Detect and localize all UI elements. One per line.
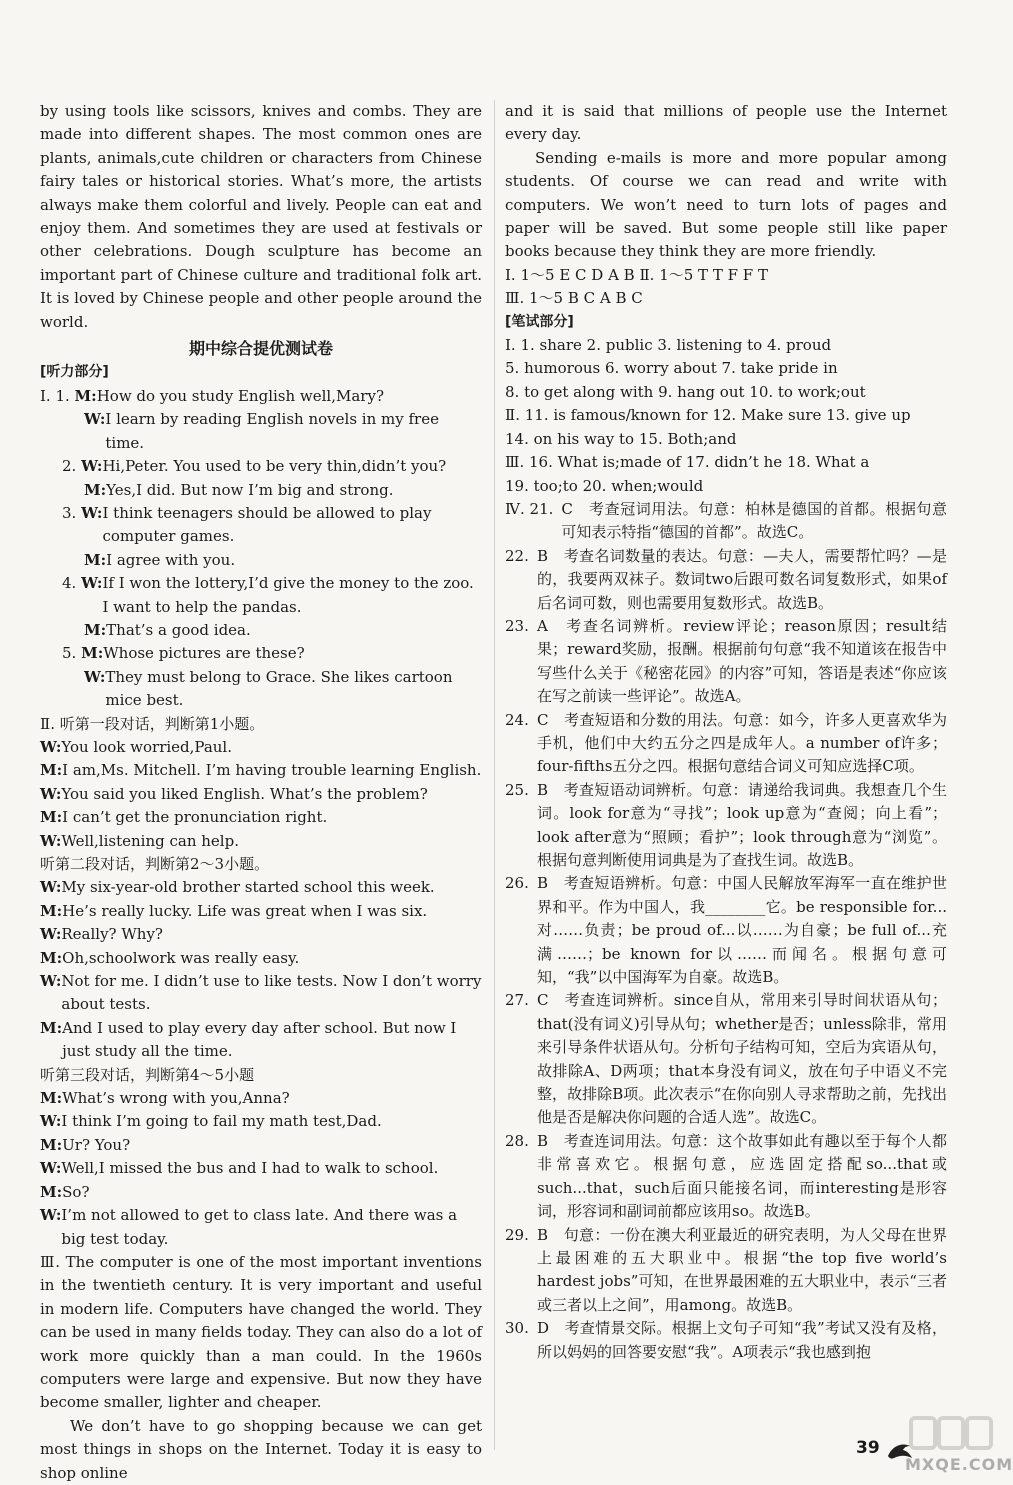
email-paragraph: Sending e-mails is more and more popular among students. Of course we can read and write with computers. We won’t need to turn lots of pages and paper will be saved. But some people still like paper books because they think they are more friendly. (505, 148, 947, 261)
speaker-label: W: (40, 737, 62, 756)
speaker-label: W: (40, 925, 62, 944)
dialog-text: He’s really lucky. Life was great when I was six. (62, 901, 428, 920)
answer-item (505, 545, 947, 615)
dialog-line (40, 408, 482, 455)
speaker-label: W: (84, 667, 106, 686)
dialog-line (40, 385, 482, 408)
dialog-text: If I won the lottery,I’d give the money to the zoo. I want to help the pandas. (102, 574, 474, 616)
dialog-text: How do you study English well,Mary? (96, 386, 384, 405)
dialog-text: I learn by reading English novels in my free time. (105, 410, 439, 452)
speaker-label: M: (40, 808, 63, 827)
dough-sculpture-paragraph: by using tools like scissors, knives and combs. They are made into different shapes. The most common ones are plants, animals,cute children or characters from Chinese fairy tales or historical stories. What’s more, the artists always make them colorful and lively. People can eat and enjoy them. And sometimes they are used at festivals or other celebrations. Dough sculpture has become an important part of Chinese culture and traditional folk art. It is loved by Chinese people and other people around the world. (40, 102, 482, 331)
answer-number: 25. (505, 780, 529, 799)
dialog-line (40, 1204, 482, 1251)
vocab-line: Ⅱ. 11. is famous/known for 12. Make sure 13. give up (505, 406, 911, 425)
choice-answers (505, 498, 947, 1364)
dialog-line (40, 1087, 482, 1110)
dialog-text: Hi,Peter. You used to be very thin,didn’t you? (102, 457, 447, 476)
answer-number: Ⅳ. 21. (505, 499, 554, 518)
answer-number: 29. (505, 1225, 529, 1244)
dialog-line (40, 479, 482, 502)
listening-answers-1: Ⅰ. 1～5 E C D A B Ⅱ. 1～5 T T F F T (505, 265, 768, 284)
dialog-line (40, 572, 482, 619)
speaker-label: M: (74, 386, 97, 405)
answer-item (505, 779, 947, 873)
question-number: 2. (62, 457, 82, 476)
part1-dialogs (40, 385, 482, 713)
speaker-label: M: (84, 620, 107, 639)
dialog-text: Yes,I did. But now I’m big and strong. (106, 480, 394, 499)
dialog-line (40, 736, 482, 759)
answer-number: 30. (505, 1319, 529, 1338)
computer-paragraph-continued: and it is said that millions of people use the Internet every day. (505, 102, 947, 144)
answer-explanation: C 考查冠词用法。句意：柏林是德国的首都。根据句意可知表示特指“德国的首都”。故选C。 (561, 499, 947, 542)
answer-item (505, 1224, 947, 1318)
answer-explanation: B 考查名词数量的表达。句意：—夫人，需要帮忙吗？—是的，我要两双袜子。数词two后跟可数名词复数形式，如果of后名词可数，则也需要用复数形式。故选B。 (537, 546, 947, 612)
speaker-label: M: (40, 1182, 63, 1201)
written-header: [笔试部分] (505, 313, 574, 330)
left-column (40, 100, 482, 1485)
question-number: Ⅰ. 1. (40, 386, 75, 405)
answer-explanation: C 考查连词辨析。since自从，常用来引导时间状语从句；that(没有词义)引导从句；whether是否；unless除非，常用来引导条件状语从句。分析句子结构可知，空后为宾语从句，故排除A、D两项；that本身没有词义，放在句子中语义不完整，故排除B项。此次表示“在你向别人寻求帮助之前，先找出他是否是解决你问题的合适人选”。故选C。 (537, 991, 947, 1127)
speaker-label: W: (40, 878, 62, 897)
column-divider (494, 100, 495, 1450)
answer-item (505, 1317, 947, 1364)
part2-dialog-3 (40, 1087, 482, 1251)
speaker-label: W: (40, 1112, 62, 1131)
computer-paragraph-2: We don’t have to go shopping because we can get most things in shops on the Internet. Today it is easy to shop online (40, 1416, 482, 1482)
speaker-label: W: (40, 1206, 62, 1225)
question-number: 4. (62, 574, 82, 593)
dialog-line (40, 970, 482, 1017)
dialog-text: Really? Why? (61, 925, 163, 944)
answer-item (505, 615, 947, 709)
dialog-text: Not for me. I didn’t use to like tests. Now I don’t worry about tests. (61, 972, 482, 1014)
speaker-label: M: (84, 480, 107, 499)
page-number: 39 (856, 1438, 880, 1458)
answer-item (505, 709, 947, 779)
speaker-label: M: (40, 1018, 63, 1037)
speaker-label: M: (81, 644, 104, 663)
dialog-line (40, 642, 482, 665)
dialog-text: I am,Ms. Mitchell. I’m having trouble learning English. (62, 761, 482, 780)
answer-number: 28. (505, 1131, 529, 1150)
dialog-text: So? (62, 1182, 90, 1201)
watermark-text: MXQE.COM (905, 1455, 1013, 1474)
answer-explanation: C 考查短语和分数的用法。句意：如今，许多人更喜欢华为手机，他们中大约五分之四是成年人。a number of许多；four-fifths五分之四。根据句意结合词义可知应选择C项。 (537, 710, 947, 776)
speaker-label: W: (40, 1159, 62, 1178)
dialog-line (40, 619, 482, 642)
dialog-text: Ur? You? (62, 1135, 131, 1154)
speaker-label: W: (40, 784, 62, 803)
dialog-text: I think I’m going to fail my math test,Dad. (61, 1112, 382, 1131)
dialog-text: They must belong to Grace. She likes cartoon mice best. (105, 667, 453, 710)
dialog-line (40, 947, 482, 970)
dialog-line (40, 549, 482, 572)
answer-number: 23. (505, 616, 529, 635)
part2-heading-1: Ⅱ. 听第一段对话，判断第1小题。 (40, 714, 265, 733)
dialog-line (40, 1181, 482, 1204)
answer-explanation: B 句意：一份在澳大利亚最近的研究表明，为人父母在世界上最困难的五大职业中。根据“the top five world’s hardest jobs”可知，在世界最困难的五大职业中，表示“三者或三者以上之间”，用among。故选B。 (537, 1225, 947, 1314)
listening-header: [听力部分] (40, 364, 109, 381)
answer-explanation: B 考查连词用法。句意：这个故事如此有趣以至于每个人都非常喜欢它。根据句意，应选固定搭配so...that或such...that，such后面只能接名词，而interesting是形容词，形容词和副词前都应该用so。故选B。 (537, 1131, 947, 1221)
dialog-text: That’s a good idea. (106, 620, 251, 639)
answer-item (505, 498, 947, 545)
answer-explanation: B 考查短语动词辨析。句意：请递给我词典。我想查几个生词。look for意为“寻找”；look up意为“查阅；向上看”；look after意为“照顾；看护”；look through意为“浏览”。根据句意判断使用词典是为了查找生词。故选B。 (537, 780, 947, 869)
vocab-line: Ⅰ. 1. share 2. public 3. listening to 4. proud (505, 336, 832, 355)
vocab-answers (505, 334, 947, 498)
dialog-text: My six-year-old brother started school this week. (61, 878, 435, 897)
answer-item (505, 989, 947, 1129)
speaker-label: M: (40, 1135, 63, 1154)
answer-explanation: A 考查名词辨析。review评论；reason原因；result结果；reward奖励，报酬。根据前句句意“我不知道该在报告中写些什么关于《秘密花园》的内容”可知，答语是表述“你应该在写之前读一些评论”。故选A。 (537, 616, 947, 706)
vocab-line: 8. to get along with 9. hang out 10. to work;out (505, 382, 866, 401)
dialog-line (40, 1017, 482, 1064)
dialog-line (40, 666, 482, 713)
dialog-text: I agree with you. (106, 550, 236, 569)
speaker-label: M: (40, 761, 63, 780)
speaker-label: W: (84, 410, 106, 429)
dialog-text: You look worried,Paul. (61, 737, 232, 756)
dialog-line (40, 923, 482, 946)
part2-dialog-1 (40, 736, 482, 853)
vocab-line: 19. too;to 20. when;would (505, 476, 704, 495)
speaker-label: W: (81, 457, 103, 476)
dialog-text: And I used to play every day after school. But now I just study all the time. (62, 1018, 457, 1061)
speaker-label: M: (40, 901, 63, 920)
answer-explanation: D 考查情景交际。根据上文句子可知“我”考试又没有及格，所以妈妈的回答要安慰“我”。A项表示“我也感到抱 (537, 1319, 947, 1361)
speaker-label: W: (40, 972, 62, 991)
part2-dialog-2 (40, 876, 482, 1063)
dialog-line (40, 1157, 482, 1180)
dialog-line (40, 502, 482, 549)
part2-heading-3: 听第三段对话，判断第4～5小题 (40, 1065, 255, 1084)
dialog-text: I think teenagers should be allowed to play computer games. (102, 503, 432, 546)
dialog-text: Well,I missed the bus and I had to walk to school. (61, 1159, 439, 1178)
answer-number: 27. (505, 991, 529, 1010)
dialog-text: I can’t get the pronunciation right. (62, 808, 328, 827)
answer-number: 22. (505, 546, 529, 565)
answer-number: 24. (505, 710, 529, 729)
dialog-line (40, 806, 482, 829)
answer-item (505, 1130, 947, 1224)
dialog-line (40, 830, 482, 853)
dialog-text: I’m not allowed to get to class late. And there was a big test today. (61, 1206, 458, 1248)
dialog-line (40, 455, 482, 478)
speaker-label: W: (40, 831, 62, 850)
right-column (505, 100, 947, 1364)
vocab-line: 14. on his way to 15. Both;and (505, 429, 737, 448)
computer-paragraph-1: Ⅲ. The computer is one of the most important inventions in the twentieth century. It is very important and useful in modern life. Computers have changed the world. They can be used in many fields today. They can also do a lot of work more quickly than a man could. In the 1960s computers were large and expensive. But now they have become smaller, lighter and cheaper. (40, 1252, 482, 1412)
dialog-line (40, 1110, 482, 1133)
answer-number: 26. (505, 874, 529, 893)
answer-item (505, 872, 947, 989)
dialog-line (40, 876, 482, 899)
dialog-line (40, 759, 482, 782)
question-number: 3. (62, 503, 82, 522)
dialog-text: You said you liked English. What’s the problem? (61, 784, 428, 803)
speaker-label: M: (40, 948, 63, 967)
vocab-line: Ⅲ. 16. What is;made of 17. didn’t he 18. What a (505, 453, 870, 472)
dialog-text: What’s wrong with you,Anna? (62, 1089, 290, 1108)
part2-heading-2: 听第二段对话，判断第2～3小题。 (40, 855, 270, 873)
dialog-line (40, 783, 482, 806)
vocab-line: 5. humorous 6. worry about 7. take pride in (505, 359, 838, 378)
answer-explanation: B 考查短语辨析。句意：中国人民解放军海军一直在维护世界和平。作为中国人，我________它。be responsible for...对……负责；be proud of...以……为自豪；be full of...充满……；be known for以……而闻名。根据句意可知，“我”以中国海军为自豪。故选B。 (537, 874, 947, 987)
exam-title: 期中综合提优测试卷 (188, 339, 333, 359)
dialog-text: Well,listening can help. (61, 831, 239, 850)
question-number: 5. (62, 644, 82, 663)
dialog-text: Oh,schoolwork was really easy. (62, 948, 300, 967)
listening-answers-2: Ⅲ. 1～5 B C A B C (505, 289, 643, 308)
speaker-label: M: (84, 550, 107, 569)
speaker-label: W: (81, 503, 103, 522)
speaker-label: M: (40, 1089, 63, 1108)
speaker-label: W: (81, 574, 103, 593)
dialog-line (40, 1134, 482, 1157)
dialog-text: Whose pictures are these? (103, 644, 305, 663)
dialog-line (40, 900, 482, 923)
